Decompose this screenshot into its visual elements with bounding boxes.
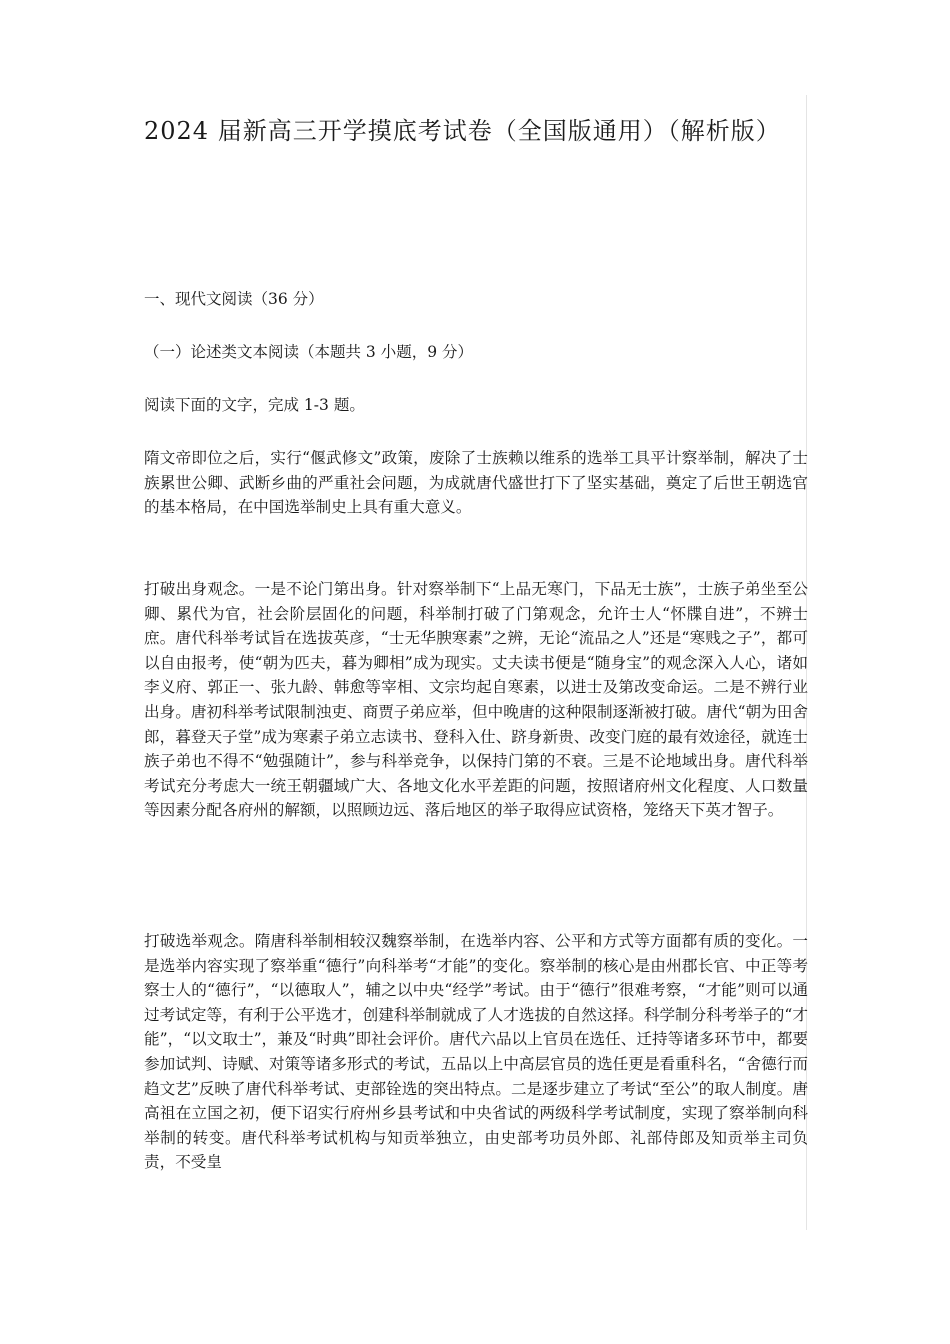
reading-instruction: 阅读下面的文字，完成 1-3 题。 — [144, 396, 365, 414]
subsection-heading: （一）论述类文本阅读（本题共 3 小题，9 分） — [144, 343, 474, 361]
document-title: 2024 届新高三开学摸底考试卷（全国版通用）（解析版） — [144, 117, 781, 145]
body-paragraph-2: 打破出身观念。一是不论门第出身。针对察举制下“上品无寒门，下品无士族”，士族子弟坐至公卿、累代为官，社会阶层固化的问题，科举制打破了门第观念，允许士人“怀牒自进”，不辨士庶。唐代科举考试旨在选拔英彦，“士无华腴寒素”之辨，无论“流品之人”还是“寒贱之子”，都可以自由报考，使“朝为匹夫，暮为卿相”成为现实。丈夫读书便是“随身宝”的观念深入人心，诸如李义府、郭正一、张九龄、韩愈等宰相、文宗均起自寒素，以进士及第改变命运。二是不辨行业出身。唐初科举考试限制浊吏、商贾子弟应举，但中晚唐的这种限制逐渐被打破。唐代“朝为田舍郎，暮登天子堂”成为寒素子弟立志读书、登科入仕、跻身新贵、改变门庭的最有效途径，就连士族子弟也不得不“勉强随计”，参与科举竞争，以保持门第的不衰。三是不论地域出身。唐代科举考试充分考虑大一统王朝疆域广大、各地文化水平差距的问题，按照诸府州文化程度、人口数量等因素分配各府州的解额，以照顾边远、落后地区的举子取得应试资格，笼络天下英才智子。 — [144, 580, 808, 820]
section-heading: 一、现代文阅读（36 分） — [144, 290, 324, 308]
body-paragraph-1: 隋文帝即位之后，实行“偃武修文”政策，废除了士族赖以维系的选举工具平计察举制，解决了士族累世公卿、武断乡曲的严重社会问题，为成就唐代盛世打下了坚实基础，奠定了后世王朝选官的基本格局，在中国选举制史上具有重大意义。 — [144, 449, 808, 517]
body-paragraph-3: 打破选举观念。隋唐科举制相较汉魏察举制，在选举内容、公平和方式等方面都有质的变化。一是选举内容实现了察举重“德行”向科举考“才能”的变化。察举制的核心是由州郡长官、中正等考察士人的“德行”，“以德取人”，辅之以中央“经学”考试。由于“德行”很难考察，“才能”则可以通过考试定等，有利于公平选才，创建科举制就成了人才选拔的自然这择。科学制分科考举子的“才能”，“以文取士”，兼及“时典”即社会评价。唐代六品以上官员在选任、迁持等诸多环节中，都要参加试判、诗赋、对策等诸多形式的考试，五品以上中高层官员的选任更是看重科名，“舍德行而趋文艺”反映了唐代科举考试、吏部铨选的突出特点。二是逐步建立了考试“至公”的取人制度。唐高祖在立国之初，便下诏实行府州乡县考试和中央省试的两级科学考试制度，实现了察举制向科举制的转变。唐代科举考试机构与知贡举独立，由史部考功员外郎、礼部侍郎及知贡举主司负责，不受皇 — [144, 932, 808, 1172]
